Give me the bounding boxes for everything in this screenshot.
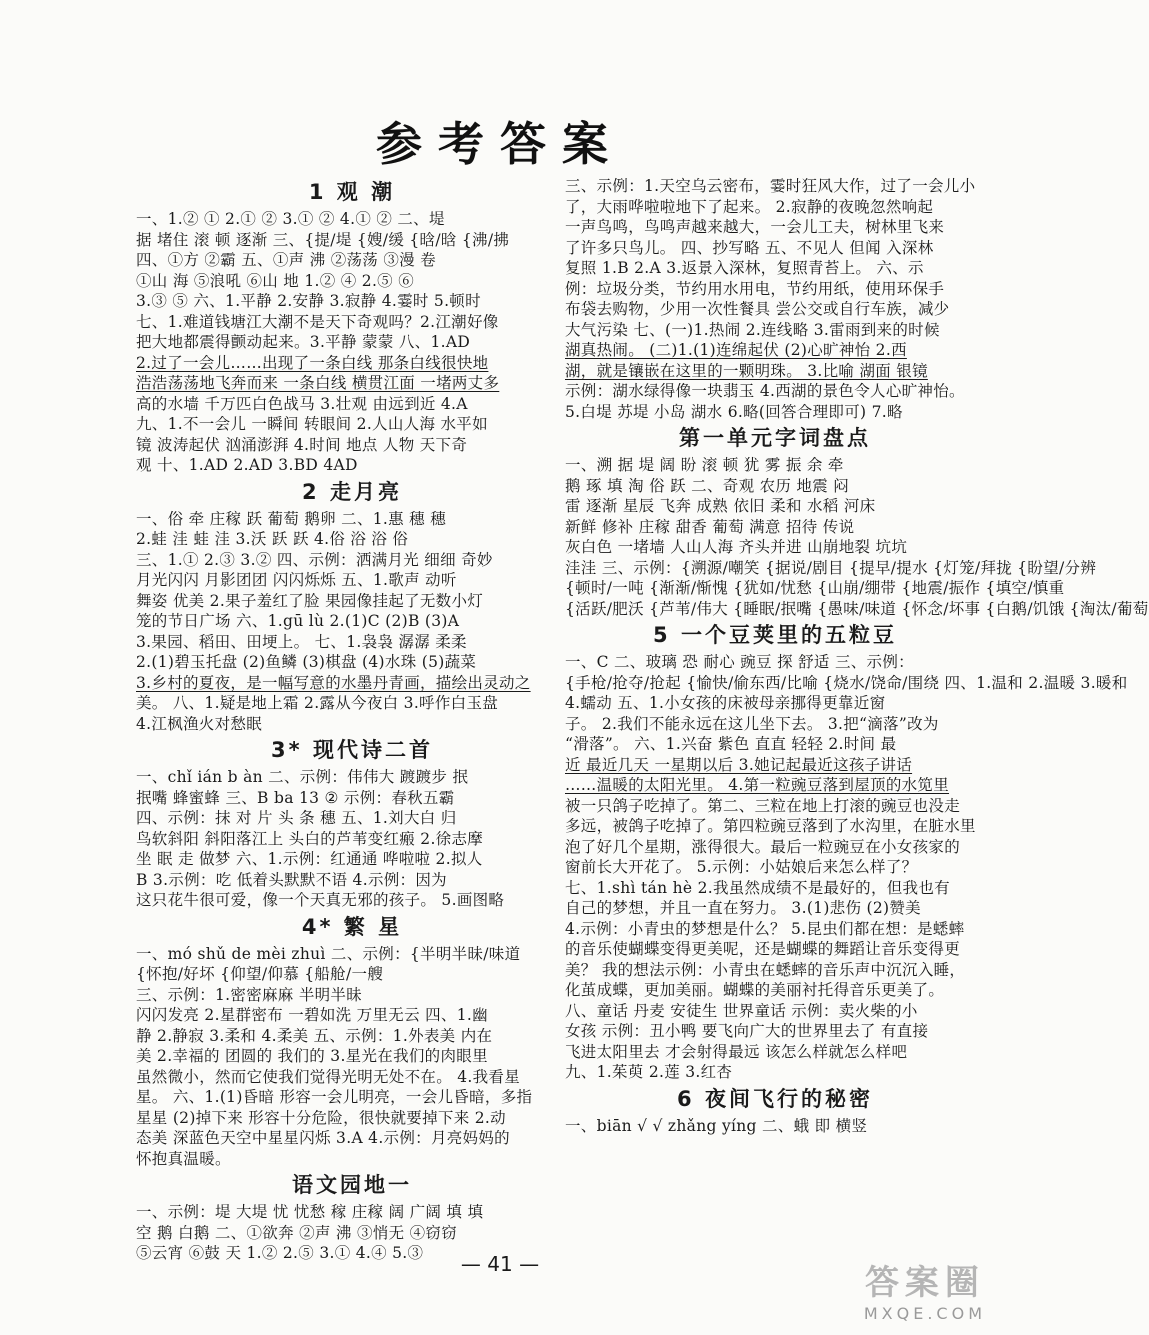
- answer-line: 静 2.静寂 3.柔和 4.柔美 五、示例：1.外表美 内在: [136, 1026, 493, 1045]
- answer-line: 示例：湖水绿得像一块翡玉 4.西湖的景色令人心旷神怡。: [565, 382, 965, 400]
- answer-line: 新鲜 修补 庄稼 甜香 葡萄 满意 招待 传说: [565, 517, 855, 536]
- answer-line: 5.白堤 苏堤 小岛 湖水 6.略(回答合理即可) 7.略: [565, 402, 903, 421]
- answer-line: ①山 海 ⑤浪吼 ⑥山 地 1.② ④ 2.⑤ ⑥: [136, 271, 414, 290]
- answer-line: 雷 逐渐 星辰 飞奔 成熟 依旧 柔和 水稻 河床: [565, 497, 876, 515]
- answer-line: 四、①方 ②霸 五、①声 沸 ②荡荡 ③漫 卷: [136, 251, 436, 269]
- answer-line: {手枪/抢夺/抢起 {愉快/偷东西/比喻 {烧水/饶命/围绕 四、1.温和 2.温暖 3.暖和: [565, 673, 1128, 692]
- answer-line: 高的水墙 千万匹白色战马 3.壮观 由远到近 4.A: [136, 394, 468, 413]
- answer-line: B 3.示例：吃 低着头默默不语 4.示例：因为: [136, 870, 447, 889]
- answer-line: 一、chǐ ián b àn 二、示例：伟伟大 踱踱步 抿: [136, 768, 469, 786]
- answer-line: 美 2.幸福的 团圆的 我们的 3.星光在我们的肉眼里: [136, 1047, 488, 1065]
- answer-line: 大气污染 七、(一)1.热闹 2.连线略 3.雷雨到来的时候: [565, 320, 940, 339]
- answer-line: 湖真热闹。 (二)1.(1)连绵起伏 (2)心旷神怡 2.西: [565, 341, 907, 359]
- answer-line: 了，大雨哗啦啦地下了起来。 2.寂静的夜晚忽然响起: [565, 197, 934, 216]
- answer-line: 镜 波涛起伏 汹涌澎湃 4.时间 地点 人物 天下奇: [136, 435, 468, 454]
- section-title-yuwenyuandi: 语文园地一: [292, 1173, 412, 1197]
- answer-line: {活跃/肥沃 {芦苇/伟大 {睡眠/抿嘴 {愚味/味道 {怀念/坏事 {白鹅/饥饿 {淘汰/葡萄: [565, 599, 1149, 618]
- answer-line: 被一只鸽子吃掉了。第二、三粒在地上打滚的豌豆也没走: [565, 796, 961, 815]
- answer-line: “滑落”。 六、1.兴奋 紫色 直直 轻轻 2.时间 最: [565, 735, 897, 753]
- answer-line: 观 十、1.AD 2.AD 3.BD 4AD: [136, 456, 358, 474]
- answer-line: 浩浩荡荡地飞奔而来 一条白线 横贯江面 一堵两丈多: [136, 374, 500, 392]
- section-title-zouyueliang: 2 走月亮: [302, 479, 402, 504]
- answer-line: 子。 2.我们不能永远在这儿坐下去。 3.把“滴落”改为: [565, 714, 939, 733]
- answer-line: 星星 (2)掉下来 形容十分危险，很快就要掉下来 2.动: [136, 1108, 506, 1127]
- answer-line: 2.(1)碧玉托盘 (2)鱼鳞 (3)棋盘 (4)水珠 (5)蔬菜: [136, 653, 477, 671]
- answer-line: 一、俗 牵 庄稼 跃 葡萄 鹅卵 二、1.惠 穗 穗: [136, 509, 447, 528]
- answer-line: 一、1.② ① 2.① ② 3.① ② 4.① ② 二、堤: [136, 210, 445, 228]
- answer-line: 泡了好几个星期，涨得很大。最后一粒豌豆在小女孩家的: [565, 837, 961, 856]
- answer-line: 一、示例：堤 大堤 忧 忧愁 稼 庄稼 阔 广阔 填 填: [136, 1203, 484, 1221]
- answer-line: 化茧成蝶，更加美丽。蝴蝶的美丽衬托得音乐更美了。: [565, 981, 945, 999]
- answer-line: 洼洼 三、示例：{溯源/嘲笑 {据说/剧目 {提早/提水 {灯笼/拜拢 {盼望/分辨: [565, 558, 1097, 577]
- answer-line: 九、1.茱萸 2.莲 3.红杏: [565, 1063, 733, 1081]
- answer-line: 2.蛙 洼 蛙 洼 3.沃 跃 跃 4.俗 浴 浴 俗: [136, 530, 409, 548]
- answer-line: 飞进太阳里去 才会射得最远 该怎么样就怎么样吧: [565, 1042, 908, 1061]
- answer-line: 笼的节日广场 六、1.gū lù 2.(1)C (2)B (3)A: [136, 612, 460, 630]
- section-title-guanchao: 1 观 潮: [308, 180, 396, 204]
- answer-line: 了许多只鸟儿。 四、抄写略 五、不见人 但闻 入深林: [565, 238, 934, 257]
- answer-line: 坐 眠 走 做梦 六、1.示例：红通通 哗啦啦 2.拟人: [136, 850, 483, 868]
- answer-line: 星。 六、1.(1)昏暗 形容一会儿明亮，一会儿昏暗，多指: [136, 1088, 533, 1106]
- answer-line: 据 堵住 滚 顿 逐渐 三、{提/堤 {嫂/缓 {晗/晗 {沸/拂: [136, 230, 510, 249]
- answer-line: 月光闪闪 月影团团 闪闪烁烁 五、1.歌声 动听: [136, 571, 457, 589]
- answer-line: 九、1.不一会儿 一瞬间 转眼间 2.人山人海 水平如: [136, 415, 488, 433]
- watermark-main-text: 答案圈: [864, 1263, 985, 1303]
- answer-line: 把大地都震得颤动起来。3.平静 蒙蒙 八、1.AD: [136, 333, 471, 351]
- page-title: 参考答案: [376, 117, 624, 171]
- answer-line: 3.③ ⑤ 六、1.平静 2.安静 3.寂静 4.霎时 5.顿时: [136, 292, 481, 310]
- answer-line: 态美 深蓝色天空中星星闪烁 3.A 4.示例：月亮妈妈的: [136, 1129, 510, 1147]
- answer-line: 近 最近几天 一星期以后 3.她记起最近这孩子讲话: [565, 755, 913, 774]
- answer-line: 3.果园、稻田、田埂上。 七、1.袅袅 潺潺 柔柔: [136, 632, 467, 651]
- answer-line: {怀抱/好坏 {仰望/仰慕 {船舱/一艘: [136, 965, 384, 983]
- answer-line: 3.乡村的夏夜，是一幅写意的水墨丹青画，描绘出灵动之: [136, 673, 531, 692]
- section-title-ciyupandian: 第一单元字词盘点: [679, 426, 871, 450]
- answer-line: 鹅 琢 填 淘 俗 跃 二、奇观 农历 地震 闷: [565, 476, 850, 495]
- left-column: [136, 176, 568, 1264]
- answer-line: ……温暖的太阳光里。 4.第一粒豌豆落到屋顶的水笕里: [565, 776, 950, 794]
- answer-line: 美。 八、1.疑是地上霜 2.露从今夜白 3.呼作白玉盘: [136, 694, 499, 712]
- answer-line: 虽然微小，然而它使我们觉得光明无处不在。 4.我看星: [136, 1067, 521, 1086]
- section-title-wulidou: 5 一个豆荚里的五粒豆: [653, 623, 897, 647]
- answer-line: 例：垃圾分类，节约用水用电，节约用纸，使用环保手: [565, 279, 945, 298]
- answer-line: 抿嘴 蜂蜜蜂 三、B ba 13 ② 示例：春秋五霸: [136, 788, 455, 807]
- answer-line: 一声鸟鸣，鸟鸣声越来越大，一会儿工夫，树林里飞来: [565, 218, 945, 236]
- right-column: [565, 176, 1149, 1136]
- answer-line: 一、溯 据 堤 阔 盼 滚 顿 犹 雾 振 余 牵: [565, 456, 844, 474]
- answer-line: 灰白色 一堵墙 人山人海 齐头并进 山崩地裂 坑坑: [565, 538, 908, 556]
- answer-line: 4.江枫渔火对愁眠: [136, 714, 262, 733]
- watermark-sub-text: MXQE.COM: [863, 1304, 986, 1323]
- answer-line: 这只花牛很可爱，像一个天真无邪的孩子。 5.画图略: [136, 891, 505, 909]
- answer-line: 多远，被鸽子吃掉了。第四粒豌豆落到了水沟里，在脏水里: [565, 817, 976, 835]
- answer-line: 三、示例：1.密密麻麻 半明半昧: [136, 985, 363, 1004]
- answer-line: 怀抱真温暖。: [136, 1149, 231, 1168]
- answer-line: 七、1.shì tán hè 2.我虽然成绩不是最好的，但我也有: [565, 878, 950, 897]
- answer-line: 一、biān √ √ zhǎng yíng 二、蛾 即 横竖: [565, 1116, 868, 1135]
- section-title-yejianfeixing: 6 夜间飞行的秘密: [677, 1086, 873, 1111]
- answer-line: 七、1.难道钱塘江大潮不是天下奇观吗？2.江潮好像: [136, 312, 499, 331]
- answer-line: 湖，就是镶嵌在这里的一颗明珠。 3.比喻 湖面 银镜: [565, 361, 928, 380]
- watermark-logo: [864, 1255, 986, 1323]
- answer-line: 鸟软斜阳 斜阳落江上 头白的芦苇变红瘢 2.徐志摩: [136, 829, 484, 848]
- answer-line: {顿时/一吨 {渐渐/惭愧 {犹如/忧愁 {山崩/绷带 {地震/振作 {填空/慎重: [565, 579, 1065, 597]
- answer-line: 四、示例：抹 对 片 头 条 穗 五、1.刘大白 归: [136, 809, 457, 827]
- answer-line: 窗前长大开花了。 5.示例：小姑娘后来怎么样了？: [565, 858, 918, 876]
- answer-line: 闪闪发亮 2.星群密布 一碧如洗 万里无云 四、1.幽: [136, 1006, 488, 1024]
- answer-line: ⑤云宵 ⑥鼓 天 1.② 2.⑤ 3.① 4.④ 5.③: [136, 1244, 424, 1262]
- answer-line: 4.示例：小青虫的梦想是什么？ 5.昆虫们都在想：是蟋蟀: [565, 919, 965, 938]
- answer-line: 4.蠕动 五、1.小女孩的床被母亲挪得更靠近窗: [565, 694, 886, 712]
- answer-line: 三、示例：1.天空乌云密布，霎时狂风大作，过了一会儿小: [565, 177, 976, 195]
- page-number: — 41 —: [460, 1252, 540, 1276]
- answer-line: 八、童话 丹麦 安徒生 世界童话 示例：卖火柴的小: [565, 1001, 918, 1020]
- answer-line: 三、1.① 2.③ 3.② 四、示例：洒满月光 细细 奇妙: [136, 550, 493, 569]
- answer-line: 复照 1.B 2.A 3.返景入深林，复照青苔上。 六、示: [565, 259, 924, 277]
- answer-line: 一、mó shǔ de mèi zhuì 二、示例：{半明半昧/味道: [136, 944, 521, 963]
- answer-line: 舞姿 优美 2.果子羞红了脸 果园像挂起了无数小灯: [136, 591, 484, 610]
- answer-line: 的音乐使蝴蝶变得更美呢，还是蝴蝶的舞蹈让音乐变得更: [565, 940, 961, 958]
- answer-line: 空 鹅 白鹅 二、①欲奔 ②声 沸 ③悄无 ④窃窃: [136, 1223, 457, 1242]
- answer-line: 布袋去购物，少用一次性餐具 尝公交或自行车族，减少: [565, 300, 950, 318]
- section-title-xiandaishi: 3* 现代诗二首: [271, 738, 433, 762]
- answer-line: 2.过了一会儿……出现了一条白线 那条白线很快地: [136, 353, 489, 372]
- answer-line: 一、C 二、玻璃 恐 耐心 豌豆 探 舒适 三、示例：: [565, 653, 914, 671]
- answer-line: 女孩 示例：丑小鸭 要飞向广大的世界里去了 有直接: [565, 1022, 929, 1040]
- answer-line: 自己的梦想，并且一直在努力。 3.(1)悲伤 (2)赞美: [565, 899, 921, 917]
- section-title-fanxing: 4* 繁 星: [301, 914, 403, 939]
- answer-line: 美？ 我的想法示例：小青虫在蟋蟀的音乐声中沉沉入睡，: [565, 960, 966, 979]
